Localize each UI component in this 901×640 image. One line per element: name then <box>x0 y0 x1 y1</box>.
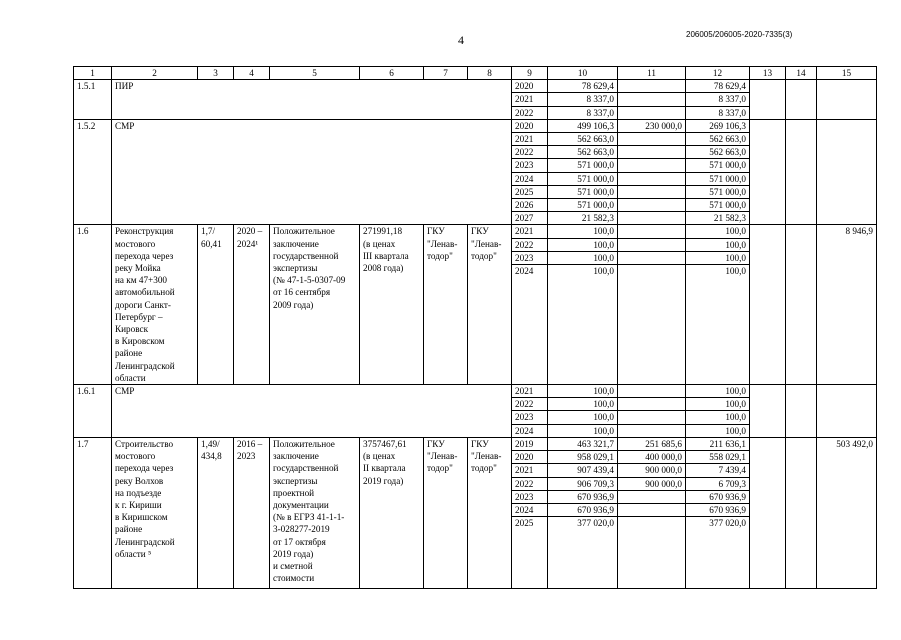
year-cell: 2020 <box>512 119 548 132</box>
year-cell: 2024 <box>512 503 548 516</box>
object-name-line: реку Волхов <box>115 475 164 486</box>
col10-value: 100,0 <box>548 251 618 264</box>
col12-value: 670 936,9 <box>686 503 750 516</box>
col12-value: 100,0 <box>686 411 750 424</box>
col10-value: 100,0 <box>548 385 618 398</box>
estimated-cost-line: (в ценах <box>363 238 396 249</box>
period-line: 2024¹ <box>237 238 259 249</box>
col11-value <box>618 212 686 225</box>
column-number: 9 <box>512 67 548 80</box>
year-cell: 2022 <box>512 238 548 251</box>
object-name-line: автомобильной <box>115 287 175 298</box>
page-number: 4 <box>458 33 464 47</box>
col10-value: 906 709,3 <box>548 477 618 490</box>
object-name-line: районе <box>115 348 143 359</box>
estimated-cost-line: 3757467,61 <box>363 438 407 449</box>
col11-value <box>618 411 686 424</box>
column-number: 8 <box>468 67 512 80</box>
table-row <box>74 225 877 238</box>
col12-value: 571 000,0 <box>686 172 750 185</box>
col12-value: 100,0 <box>686 265 750 385</box>
col11-value <box>618 251 686 264</box>
col10-value: 8 337,0 <box>548 106 618 119</box>
col11-value <box>618 265 686 385</box>
column-number: 13 <box>750 67 786 80</box>
col11-value <box>618 503 686 516</box>
item-name: СМР <box>112 385 512 438</box>
expertise-line: 3-028277-2019 <box>273 524 330 535</box>
item-code: 1.6.1 <box>74 385 112 438</box>
col10-value: 670 936,9 <box>548 490 618 503</box>
developer-line: ГКУ <box>471 438 489 449</box>
col11-value <box>618 93 686 106</box>
col11-value <box>618 133 686 146</box>
object-name-line: дороги Санкт- <box>115 299 171 310</box>
developer <box>468 437 512 588</box>
col11-value <box>618 146 686 159</box>
expertise-line: (№ 47-1-5-0307-09 <box>273 275 346 286</box>
object-name-line: в Кировском <box>115 336 165 347</box>
col14-cell <box>786 437 817 588</box>
customer-line: тодор" <box>427 250 453 261</box>
item-name: СМР <box>112 119 512 225</box>
col12-value: 100,0 <box>686 251 750 264</box>
expertise-line: документации <box>273 499 329 510</box>
col11-value <box>618 238 686 251</box>
col12-value: 100,0 <box>686 225 750 238</box>
expertise <box>270 225 360 385</box>
year-cell: 2022 <box>512 146 548 159</box>
col12-value: 562 663,0 <box>686 146 750 159</box>
year-cell: 2027 <box>512 212 548 225</box>
year-cell: 2023 <box>512 159 548 172</box>
capacity-line: 434,8 <box>201 451 222 462</box>
year-cell: 2024 <box>512 424 548 437</box>
col13-cell <box>750 225 786 385</box>
capacity-line: 60,41 <box>201 238 222 249</box>
col14-cell <box>786 385 817 438</box>
col11-value <box>618 385 686 398</box>
col10-value: 571 000,0 <box>548 159 618 172</box>
col15-cell <box>817 80 877 120</box>
expertise-line: заключение <box>273 451 319 462</box>
object-name-line: Ленинградской <box>115 536 175 547</box>
item-name: ПИР <box>112 80 512 120</box>
column-number: 6 <box>360 67 424 80</box>
period <box>234 437 270 588</box>
col15-value: 503 492,0 <box>817 437 877 588</box>
col12-value: 571 000,0 <box>686 185 750 198</box>
col11-value: 400 000,0 <box>618 451 686 464</box>
capacity <box>198 225 234 385</box>
col15-cell <box>817 385 877 438</box>
table-row <box>74 385 877 398</box>
year-cell: 2024 <box>512 172 548 185</box>
object-name-line: Ленинградской <box>115 360 175 371</box>
year-cell: 2021 <box>512 225 548 238</box>
column-number-row <box>74 67 877 80</box>
year-cell: 2020 <box>512 451 548 464</box>
customer-line: тодор" <box>427 463 453 474</box>
period-line: 2023 <box>237 451 256 462</box>
customer-line: "Ленав- <box>427 451 458 462</box>
col11-value: 900 000,0 <box>618 477 686 490</box>
object-name-line: к г. Кириши <box>115 499 162 510</box>
col14-cell <box>786 80 817 120</box>
col12-value: 571 000,0 <box>686 199 750 212</box>
col10-value: 21 582,3 <box>548 212 618 225</box>
developer <box>468 225 512 385</box>
col10-value: 377 020,0 <box>548 517 618 589</box>
period-line: 2020 – <box>237 226 263 237</box>
col11-value <box>618 185 686 198</box>
customer-line: ГКУ <box>427 438 445 449</box>
year-cell: 2022 <box>512 106 548 119</box>
col11-value <box>618 80 686 93</box>
col11-value: 251 685,6 <box>618 437 686 450</box>
col10-value: 907 439,4 <box>548 464 618 477</box>
expertise-line: Положительное <box>273 438 335 449</box>
estimated-cost-line: 2019 года) <box>363 475 404 486</box>
col11-value <box>618 225 686 238</box>
column-number: 3 <box>198 67 234 80</box>
col11-value <box>618 517 686 589</box>
developer-line: тодор" <box>471 463 497 474</box>
expertise-line: экспертизы <box>273 475 318 486</box>
year-cell: 2024 <box>512 265 548 385</box>
year-cell: 2025 <box>512 185 548 198</box>
table-row <box>74 119 877 132</box>
expertise-line: (№ в ЕГРЗ 41-1-1- <box>273 512 345 523</box>
object-name-line: Кировск <box>115 324 149 335</box>
expertise-line: заключение <box>273 238 319 249</box>
estimated-cost-line: III квартала <box>363 250 409 261</box>
object-name-line: области <box>115 372 146 383</box>
object-name <box>112 225 198 385</box>
col10-value: 100,0 <box>548 238 618 251</box>
object-name-line: на км 47+300 <box>115 275 168 286</box>
table-row <box>74 80 877 93</box>
col11-value <box>618 172 686 185</box>
col13-cell <box>750 80 786 120</box>
col12-value: 78 629,4 <box>686 80 750 93</box>
col10-value: 670 936,9 <box>548 503 618 516</box>
expertise <box>270 437 360 588</box>
investment-table <box>73 66 877 589</box>
column-number: 15 <box>817 67 877 80</box>
object-name-line: области ⁵ <box>115 548 152 559</box>
col10-value: 78 629,4 <box>548 80 618 93</box>
year-cell: 2021 <box>512 464 548 477</box>
col10-value: 958 029,1 <box>548 451 618 464</box>
col10-value: 571 000,0 <box>548 199 618 212</box>
object-name-line: перехода через <box>115 463 174 474</box>
col11-value <box>618 199 686 212</box>
col12-value: 100,0 <box>686 238 750 251</box>
col15-cell <box>817 119 877 225</box>
capacity-line: 1,7/ <box>201 226 216 237</box>
column-number: 7 <box>424 67 468 80</box>
estimated-cost-line: 271991,18 <box>363 226 403 237</box>
col12-value: 21 582,3 <box>686 212 750 225</box>
column-number: 11 <box>618 67 686 80</box>
table-row <box>74 437 877 450</box>
col12-value: 377 020,0 <box>686 517 750 589</box>
col10-value: 100,0 <box>548 424 618 437</box>
object-name-line: Петербург – <box>115 311 163 322</box>
year-cell: 2021 <box>512 93 548 106</box>
year-cell: 2020 <box>512 80 548 93</box>
col12-value: 558 029,1 <box>686 451 750 464</box>
col11-value <box>618 490 686 503</box>
expertise-line: от 16 сентября <box>273 287 331 298</box>
developer-line: ГКУ <box>471 226 489 237</box>
expertise-line: государственной <box>273 463 339 474</box>
col13-cell <box>750 385 786 438</box>
col12-value: 7 439,4 <box>686 464 750 477</box>
object-name-line: мостового <box>115 238 156 249</box>
developer-line: "Ленав- <box>471 238 502 249</box>
col12-value: 100,0 <box>686 424 750 437</box>
col12-value: 211 636,1 <box>686 437 750 450</box>
col12-value: 8 337,0 <box>686 93 750 106</box>
expertise-line: государственной <box>273 250 339 261</box>
object-name-line: районе <box>115 524 143 535</box>
col10-value: 100,0 <box>548 265 618 385</box>
col14-cell <box>786 225 817 385</box>
customer-line: "Ленав- <box>427 238 458 249</box>
estimated-cost-line: 2008 года) <box>363 263 404 274</box>
expertise-line: от 17 октября <box>273 536 326 547</box>
object-name-line: Реконструкция <box>115 226 174 237</box>
col13-cell <box>750 437 786 588</box>
col12-value: 100,0 <box>686 398 750 411</box>
expertise-line: Положительное <box>273 226 335 237</box>
document-code: 206005/206005-2020-7335(3) <box>686 30 793 39</box>
item-code: 1.5.2 <box>74 119 112 225</box>
col11-value: 900 000,0 <box>618 464 686 477</box>
year-cell: 2023 <box>512 490 548 503</box>
col10-value: 463 321,7 <box>548 437 618 450</box>
object-name-line: в Киришском <box>115 512 168 523</box>
year-cell: 2021 <box>512 385 548 398</box>
object-name-line: перехода через <box>115 250 174 261</box>
year-cell: 2023 <box>512 251 548 264</box>
col10-value: 562 663,0 <box>548 146 618 159</box>
object-name <box>112 437 198 588</box>
col11-value <box>618 159 686 172</box>
developer-line: "Ленав- <box>471 451 502 462</box>
col10-value: 8 337,0 <box>548 93 618 106</box>
col12-value: 571 000,0 <box>686 159 750 172</box>
column-number: 12 <box>686 67 750 80</box>
year-cell: 2021 <box>512 133 548 146</box>
year-cell: 2025 <box>512 517 548 589</box>
column-number: 10 <box>548 67 618 80</box>
column-number: 5 <box>270 67 360 80</box>
year-cell: 2022 <box>512 398 548 411</box>
col12-value: 8 337,0 <box>686 106 750 119</box>
column-number: 14 <box>786 67 817 80</box>
item-code: 1.5.1 <box>74 80 112 120</box>
year-cell: 2022 <box>512 477 548 490</box>
table-body <box>74 67 877 589</box>
col12-value: 269 106,3 <box>686 119 750 132</box>
col10-value: 562 663,0 <box>548 133 618 146</box>
col11-value <box>618 106 686 119</box>
col10-value: 499 106,3 <box>548 119 618 132</box>
col12-value: 562 663,0 <box>686 133 750 146</box>
column-number: 4 <box>234 67 270 80</box>
expertise-line: стоимости <box>273 573 315 584</box>
col12-value: 6 709,3 <box>686 477 750 490</box>
item-code: 1.6 <box>74 225 112 385</box>
object-name-line: Строительство <box>115 438 174 449</box>
col15-value: 8 946,9 <box>817 225 877 385</box>
col10-value: 100,0 <box>548 225 618 238</box>
col10-value: 571 000,0 <box>548 172 618 185</box>
expertise-line: экспертизы <box>273 263 318 274</box>
col12-value: 670 936,9 <box>686 490 750 503</box>
col13-cell <box>750 119 786 225</box>
estimated-cost <box>360 225 424 385</box>
capacity-line: 1,49/ <box>201 438 220 449</box>
period <box>234 225 270 385</box>
year-cell: 2019 <box>512 437 548 450</box>
period-line: 2016 – <box>237 438 263 449</box>
developer-line: тодор" <box>471 250 497 261</box>
col10-value: 100,0 <box>548 398 618 411</box>
object-name-line: реку Мойка <box>115 263 161 274</box>
item-code: 1.7 <box>74 437 112 588</box>
object-name-line: мостового <box>115 451 156 462</box>
expertise-line: и сметной <box>273 560 313 571</box>
year-cell: 2023 <box>512 411 548 424</box>
expertise-line: 2019 года) <box>273 548 314 559</box>
expertise-line: 2009 года) <box>273 299 314 310</box>
estimated-cost <box>360 437 424 588</box>
customer <box>424 437 468 588</box>
col11-value <box>618 424 686 437</box>
customer <box>424 225 468 385</box>
customer-line: ГКУ <box>427 226 445 237</box>
col11-value <box>618 398 686 411</box>
col10-value: 571 000,0 <box>548 185 618 198</box>
capacity <box>198 437 234 588</box>
object-name-line: на подъезде <box>115 487 162 498</box>
col10-value: 100,0 <box>548 411 618 424</box>
column-number: 2 <box>112 67 198 80</box>
estimated-cost-line: II квартала <box>363 463 406 474</box>
column-number: 1 <box>74 67 112 80</box>
expertise-line: проектной <box>273 487 315 498</box>
col14-cell <box>786 119 817 225</box>
col11-value: 230 000,0 <box>618 119 686 132</box>
estimated-cost-line: (в ценах <box>363 451 396 462</box>
year-cell: 2026 <box>512 199 548 212</box>
col12-value: 100,0 <box>686 385 750 398</box>
